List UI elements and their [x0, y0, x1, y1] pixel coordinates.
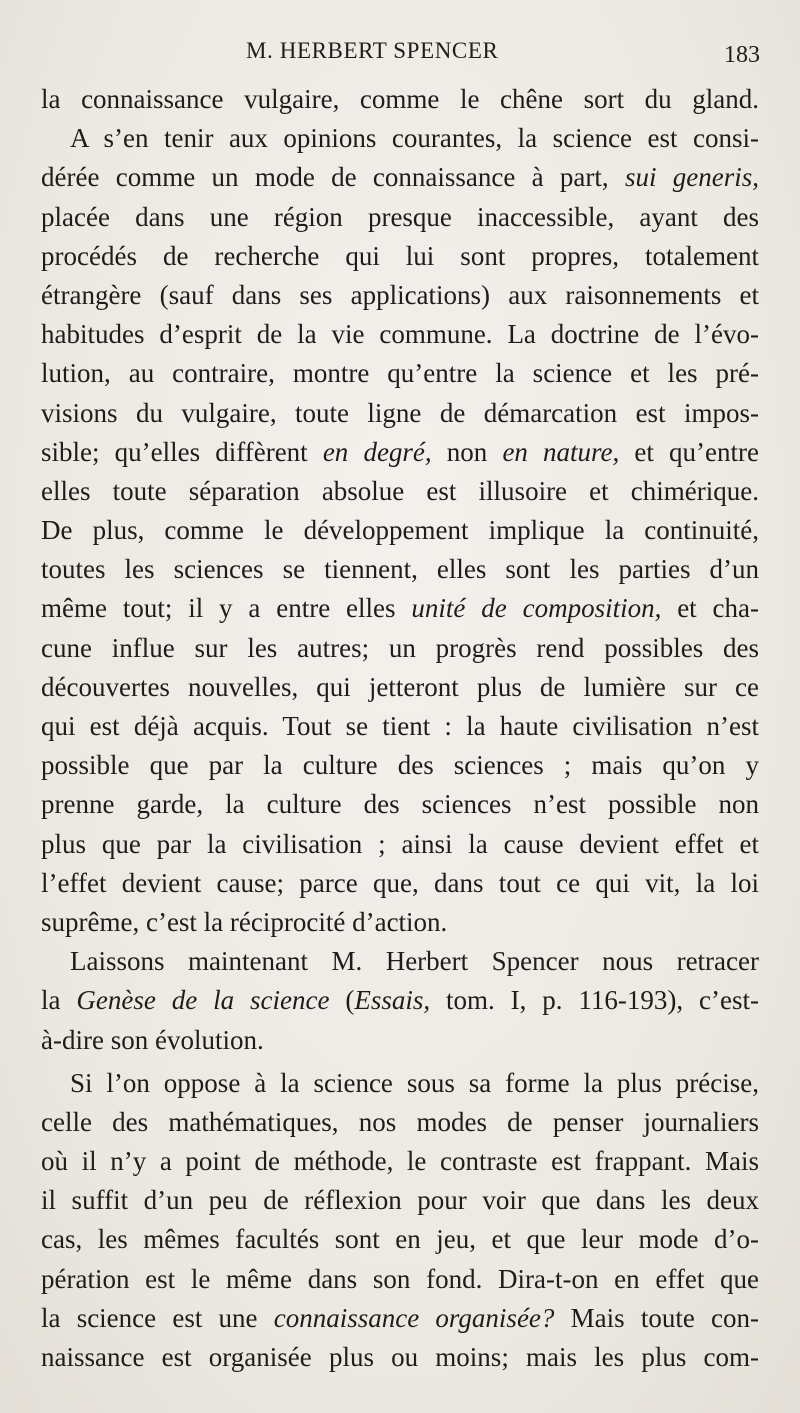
text-line: lution, au contraire, montre qu’entre la science et les pré- [41, 358, 759, 389]
italic-run: en nature, [502, 436, 620, 467]
text-run: sible; qu’elles diffèrent [41, 436, 323, 467]
text-line: la connaissance vulgaire, comme le chêne sort du gland. [41, 84, 759, 114]
text-line: prenne garde, la culture des sciences n’est possible non [41, 789, 759, 820]
text-run: même tout; il y a entre elles [41, 593, 412, 624]
text-run: non [431, 436, 503, 467]
text-line [41, 158, 759, 197]
page-number: 183 [724, 42, 760, 68]
text-line: De plus, comme le développement implique la continuité, [41, 515, 759, 546]
text-line [41, 981, 759, 1020]
italic-run: sui generis, [624, 162, 759, 193]
text-line: cas, les mêmes facultés sont en jeu, et que leur mode d’o- [41, 1224, 759, 1255]
text-line: toutes les sciences se tiennent, elles sont les parties d’un [41, 554, 759, 585]
text-line: découvertes nouvelles, qui jetteront plus de lumière sur ce [41, 671, 759, 702]
text-run: tom. I, p. 116-193), c’est- [430, 985, 759, 1016]
running-title: M. HERBERT SPENCER [246, 38, 499, 63]
text-line: Si l’on oppose à la science sous sa forme la plus précise, [70, 1067, 759, 1098]
text-line: qui est déjà acquis. Tout se tient : la haute civilisation n’est [41, 711, 759, 741]
text-line: possible que par la culture des sciences ; mais qu’on y [41, 750, 759, 781]
text-line: habitudes d’esprit de la vie commune. La doctrine de l’évo- [41, 319, 759, 350]
italic-run: unité de composition, [411, 593, 662, 624]
italic-run: connaissance organisée? [273, 1302, 555, 1333]
text-line: où il n’y a point de méthode, le contraste est frappant. Mais [41, 1146, 759, 1177]
text-line: naissance est organisée plus ou moins; mais les plus com- [41, 1342, 759, 1372]
text-line: A s’en tenir aux opinions courantes, la science est consi- [70, 123, 759, 154]
text-run: et cha- [661, 593, 759, 624]
text-line: plus que par la civilisation ; ainsi la cause devient effet et [41, 828, 759, 859]
text-line: cune influe sur les autres; un progrès rend possibles des [41, 632, 759, 663]
italic-run: Essais, [354, 985, 431, 1016]
text-line: il suffit d’un peu de réflexion pour voir que dans les deux [41, 1185, 759, 1216]
text-line: procédés de recherche qui lui sont propres, totalement [41, 240, 759, 271]
text-run: la science est une [41, 1302, 274, 1333]
text-run: la [41, 985, 77, 1016]
text-line: l’effet devient cause; parce que, dans tout ce qui vit, la loi [41, 867, 759, 898]
text-line: visions du vulgaire, toute ligne de démarcation est impos- [41, 397, 759, 428]
text-run: ( [329, 985, 355, 1016]
text-line: à-dire son évolution. [41, 1024, 264, 1055]
italic-run: en degré, [322, 436, 432, 467]
text-line: étrangère (sauf dans ses applications) aux raisonnements et [41, 279, 759, 310]
running-head [0, 38, 800, 72]
text-run: Mais toute con- [554, 1302, 759, 1333]
text-line: placée dans une région presque inaccessible, ayant des [41, 201, 759, 232]
text-line: celle des mathématiques, nos modes de penser journaliers [41, 1106, 759, 1137]
text-run: dérée comme un mode de connaissance à part, [41, 162, 625, 193]
text-line: pération est le même dans son fond. Dira-t-on en effet que [41, 1263, 759, 1294]
text-line: elles toute séparation absolue est illusoire et chimérique. [41, 475, 759, 506]
text-line: suprême, c’est la réciprocité d’action. [41, 906, 448, 937]
italic-run: Genèse de la science [76, 985, 330, 1016]
text-line [41, 589, 759, 628]
body-text [41, 80, 759, 1377]
text-run: et qu’entre [619, 436, 759, 467]
text-line [41, 1299, 759, 1338]
text-line: Laissons maintenant M. Herbert Spencer nous retracer [70, 946, 759, 977]
text-line [41, 433, 759, 472]
